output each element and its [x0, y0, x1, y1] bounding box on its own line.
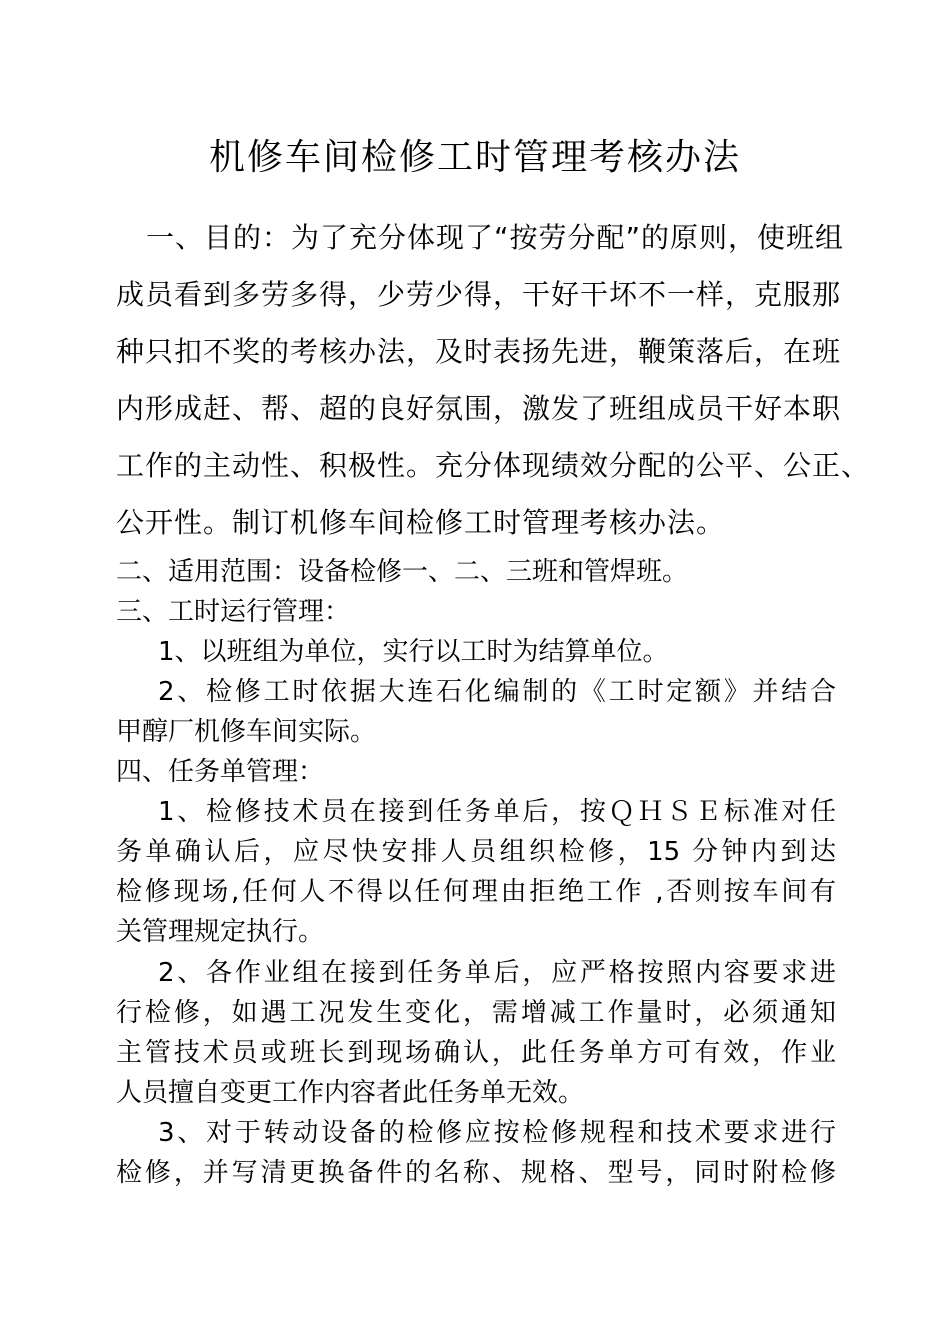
section-heading: 四、任务单管理：: [116, 757, 325, 787]
text-line: 检修，并写清更换备件的名称、规格、型号，同时附检修: [116, 1158, 836, 1188]
text-line: 甲醇厂机修车间实际。: [116, 717, 377, 747]
text-line: 3、对于转动设备的检修应按检修规程和技术要求进行: [158, 1118, 836, 1148]
text-line: 种只扣不奖的考核办法，及时表扬先进，鞭策落后，在班: [116, 335, 842, 368]
text-line: 务单确认后，应尽快安排人员组织检修，15 分钟内到达: [116, 837, 836, 867]
text-line: 主管技术员或班长到现场确认，此任务单方可有效，作业: [116, 1038, 836, 1068]
section-heading: 三、工时运行管理：: [116, 597, 351, 627]
section-heading: 二、适用范围：设备检修一、二、三班和管焊班。: [116, 557, 689, 587]
text-line: 工作的主动性、积极性。充分体现绩效分配的公平、公正、: [116, 449, 871, 482]
text-line: 人员擅自变更工作内容者此任务单无效。: [116, 1078, 585, 1108]
text-line: 内形成赶、帮、超的良好氛围，激发了班组成员干好本职: [116, 392, 842, 425]
text-line: 检修现场,任何人不得以任何理由拒绝工作 ,否则按车间有: [116, 877, 836, 907]
text-line: 公开性。制订机修车间检修工时管理考核办法。: [116, 506, 726, 539]
text-line: 行检修，如遇工况发生变化，需增减工作量时，必须通知: [116, 998, 836, 1028]
text-line: 1、检修技术员在接到任务单后，按ＱＨＳＥ标准对任: [158, 797, 836, 827]
text-line: 2、各作业组在接到任务单后，应严格按照内容要求进: [158, 958, 836, 988]
text-line: 成员看到多劳多得，少劳少得，干好干坏不一样，克服那: [116, 278, 842, 311]
text-line: 1、以班组为单位，实行以工时为结算单位。: [158, 637, 669, 667]
text-line: 一、目的：为了充分体现了“按劳分配”的原则，使班组: [146, 221, 845, 254]
document-title: 机修车间检修工时管理考核办法: [208, 137, 741, 178]
text-line: 2、检修工时依据大连石化编制的《工时定额》并结合: [158, 677, 836, 707]
text-line: 关管理规定执行。: [116, 917, 325, 947]
